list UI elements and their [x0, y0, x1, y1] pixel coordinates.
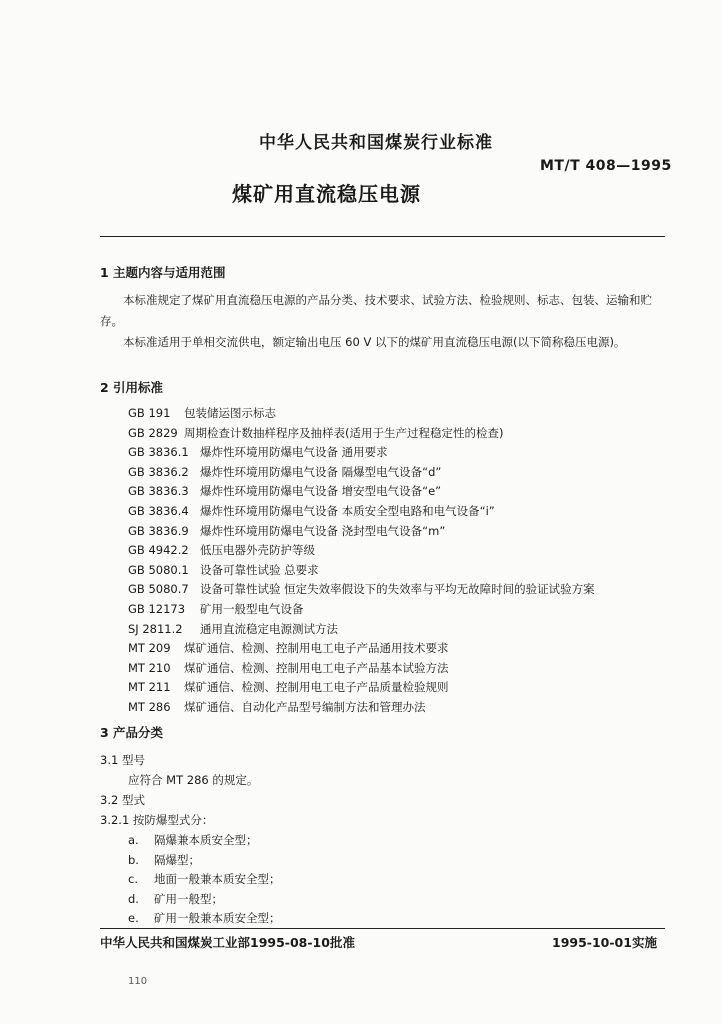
reference-code: MT 286: [128, 700, 171, 714]
reference-code: GB 3836.4: [128, 504, 189, 518]
item-mark: e.: [128, 911, 139, 925]
item-mark: d.: [128, 891, 139, 906]
reference-title: 设备可靠性试验 总要求: [200, 562, 319, 577]
item-text: 隔爆型；: [154, 852, 200, 867]
footer-rule: [100, 928, 665, 929]
reference-title: 爆炸性环境用防爆电气设备 增安型电气设备“e”: [200, 484, 442, 499]
reference-code: GB 2829: [128, 425, 178, 440]
section-1-paragraph-2: 本标准适用于单相交流供电，额定输出电压 60 V 以下的煤矿用直流稳压电源(以下简称稳压电源)。: [123, 335, 626, 349]
reference-code: GB 3836.9: [128, 523, 189, 538]
reference-code: MT 210: [128, 660, 171, 675]
reference-title: 爆炸性环境用防爆电气设备 浇封型电气设备“m”: [200, 523, 446, 538]
reference-title: 爆炸性环境用防爆电气设备 通用要求: [200, 445, 388, 460]
reference-title: 煤矿通信、检测、控制用电工电子产品质量检验规则: [184, 680, 449, 695]
clause-3-2-1: 3.2.1 按防爆型式分：: [100, 813, 214, 827]
approval-line: 中华人民共和国煤炭工业部1995-08-10批准: [100, 935, 355, 950]
page-number: 110: [128, 976, 148, 987]
reference-title: 低压电器外壳防护等级: [200, 543, 315, 558]
reference-code: GB 3836.1: [128, 445, 189, 460]
reference-code: MT 209: [128, 641, 171, 656]
item-text: 地面一般兼本质安全型；: [154, 872, 281, 886]
standard-number: MT/T 408—1995: [540, 158, 672, 174]
clause-3-1-text: 应符合 MT 286 的规定。: [128, 773, 259, 787]
item-text: 矿用一般型；: [154, 891, 223, 906]
issuer-title: 中华人民共和国煤炭行业标准: [259, 133, 493, 153]
section-2-heading: 2 引用标准: [100, 380, 164, 395]
reference-title: 通用直流稳定电源测试方法: [200, 621, 338, 636]
clause-3-2: 3.2 型式: [100, 793, 145, 807]
reference-title: 煤矿通信、自动化产品型号编制方法和管理办法: [184, 700, 426, 714]
reference-title: 设备可靠性试验 恒定失效率假设下的失效率与平均无故障时间的验证试验方案: [200, 582, 595, 597]
reference-title: 周期检查计数抽样程序及抽样表(适用于生产过程稳定性的检查): [184, 425, 504, 440]
reference-code: GB 3836.2: [128, 464, 189, 479]
section-1-paragraph-1: 本标准规定了煤矿用直流稳压电源的产品分类、技术要求、试验方法、检验规则、标志、包装、运输和贮存。: [100, 293, 652, 328]
clause-3-1: 3.1 型号: [100, 753, 145, 767]
implementation-date: 1995-10-01实施: [552, 935, 657, 950]
reference-code: GB 12173: [128, 602, 186, 616]
section-1-heading: 1 主题内容与适用范围: [100, 265, 226, 280]
reference-code: GB 4942.2: [128, 543, 189, 558]
reference-code: GB 3836.3: [128, 484, 189, 499]
item-mark: c.: [128, 872, 138, 886]
section-3-heading: 3 产品分类: [100, 725, 164, 740]
reference-code: SJ 2811.2: [128, 621, 183, 636]
document-title: 煤矿用直流稳压电源: [232, 182, 421, 206]
reference-code: MT 211: [128, 680, 171, 695]
item-text: 隔爆兼本质安全型；: [154, 833, 258, 847]
reference-code: GB 5080.7: [128, 582, 189, 597]
reference-title: 爆炸性环境用防爆电气设备 本质安全型电路和电气设备“i”: [200, 504, 495, 518]
reference-item: [128, 696, 426, 718]
reference-code: GB 5080.1: [128, 562, 189, 577]
reference-title: 煤矿通信、检测、控制用电工电子产品通用技术要求: [184, 641, 449, 656]
item-mark: b.: [128, 852, 139, 867]
header-rule: [100, 236, 665, 237]
reference-title: 包装储运图示标志: [184, 406, 276, 420]
reference-code: GB 191: [128, 406, 171, 420]
item-mark: a.: [128, 833, 139, 847]
reference-title: 爆炸性环境用防爆电气设备 隔爆型电气设备“d”: [200, 464, 442, 479]
item-text: 矿用一般兼本质安全型；: [154, 911, 281, 925]
type-list-item: [128, 907, 281, 929]
reference-title: 煤矿通信、检测、控制用电工电子产品基本试验方法: [184, 660, 449, 675]
reference-title: 矿用一般型电气设备: [200, 602, 304, 616]
